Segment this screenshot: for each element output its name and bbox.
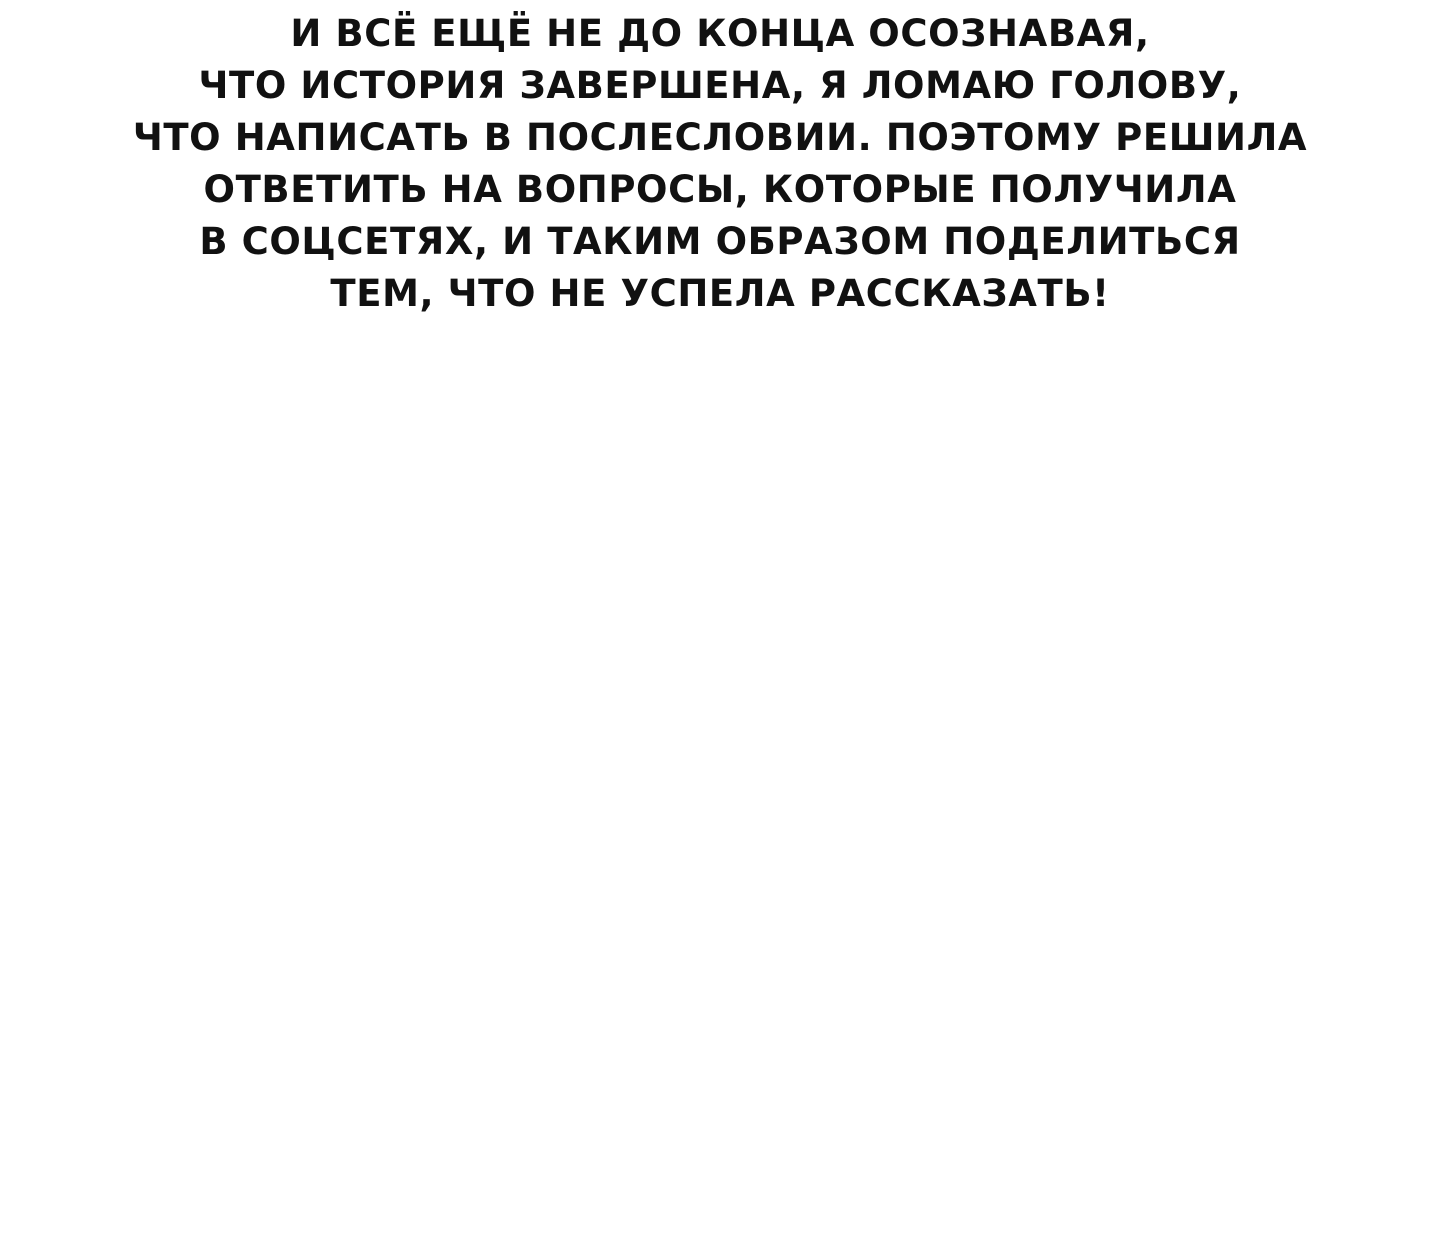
caption-line-5: В СОЦСЕТЯХ, И ТАКИМ ОБРАЗОМ ПОДЕЛИТЬСЯ — [199, 220, 1241, 263]
afterword-caption — [0, 8, 1440, 320]
caption-line-1: И ВСЁ ЕЩЁ НЕ ДО КОНЦА ОСОЗНАВАЯ, — [290, 12, 1150, 55]
caption-line-3: ЧТО НАПИСАТЬ В ПОСЛЕСЛОВИИ. ПОЭТОМУ РЕШИЛА — [132, 116, 1308, 159]
caption-line-2: ЧТО ИСТОРИЯ ЗАВЕРШЕНА, Я ЛОМАЮ ГОЛОВУ, — [198, 64, 1242, 107]
caption-line-4: ОТВЕТИТЬ НА ВОПРОСЫ, КОТОРЫЕ ПОЛУЧИЛА — [203, 168, 1237, 211]
caption-line-6: ТЕМ, ЧТО НЕ УСПЕЛА РАССКАЗАТЬ! — [330, 272, 1110, 315]
